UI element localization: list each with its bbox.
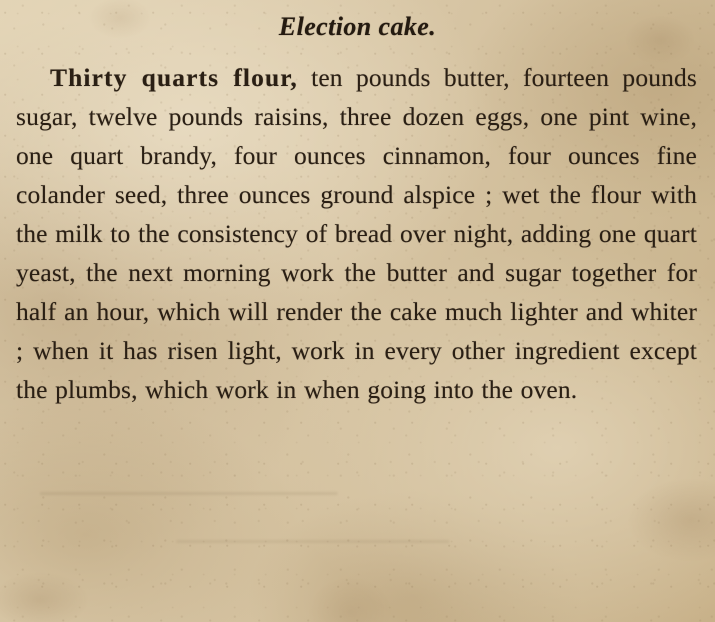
recipe-body-rest: ten pounds butter, fourteen pounds sugar, twelve pounds raisins, three dozen eggs, one pint wine, one quart brandy, four ounces cinnamon, four ounces fine colander seed, three ounces ground alspice ; wet the flour with the milk to the consistency of bread over night, adding one quart yeast, the next morning work the butter and sugar together for half an hour, which will render the cake much lighter and whiter ; when it has risen light, work in every other ingredient except the plumbs, which work in when going into the oven. [16, 63, 697, 404]
recipe-title: Election cake. [278, 12, 437, 41]
verso-showthrough [40, 470, 660, 590]
recipe-body-text [0, 42, 715, 409]
recipe-lead-in: Thirty quarts flour, [50, 63, 298, 92]
